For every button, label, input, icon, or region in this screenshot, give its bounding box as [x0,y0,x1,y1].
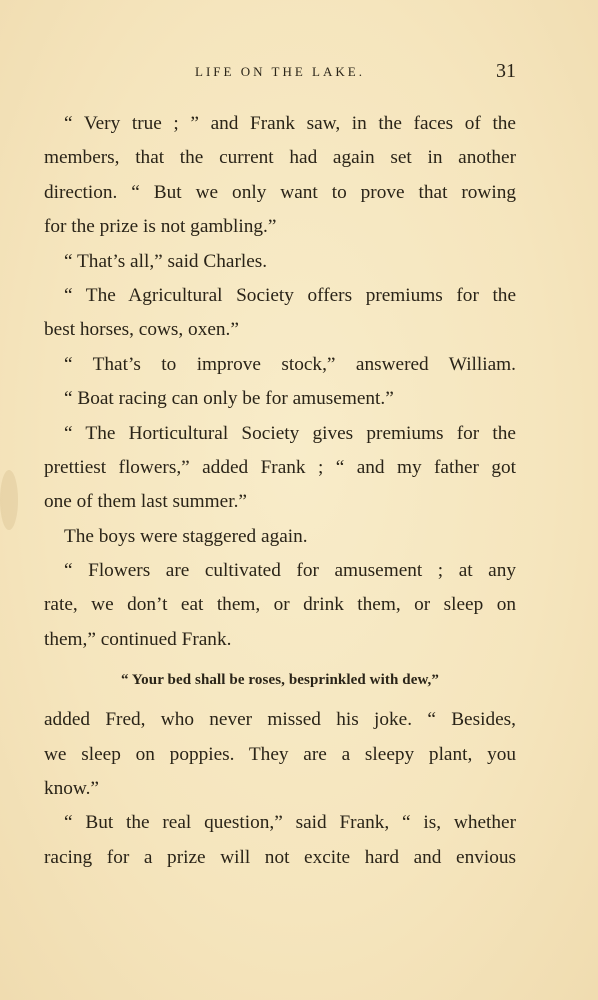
text-line: for the prize is not gambling.” [44,216,277,238]
body-text [44,107,516,875]
text-line: “ That’s to improve stock,” answered William. [64,353,516,375]
running-head: LIFE ON THE LAKE. [195,64,365,79]
text-line: “ Flowers are cultivated for amusement ; at any [64,560,516,582]
text-line: added Fred, who never missed his joke. “ Besides, [44,709,516,731]
text-line: “ But the real question,” said Frank, “ is, whether [64,812,516,834]
text-line: “ The Agricultural Society offers premiums for the [64,284,516,306]
text-line: rate, we don’t eat them, or drink them, or sleep on [44,594,516,616]
text-line: “ Boat racing can only be for amusement.” [64,388,394,410]
text-line: know.” [44,778,99,800]
text-line: best horses, cows, oxen.” [44,319,239,341]
page-header [44,62,516,84]
text-block-after-quote [44,703,516,875]
page-number: 31 [496,60,516,82]
text-block-before-quote [44,107,516,657]
verse-quotation: “ Your bed shall be roses, besprinkled with dew,” [120,672,440,689]
text-line: them,” continued Frank. [44,628,232,650]
text-line: members, that the current had again set in another [44,147,516,169]
text-line: The boys were staggered again. [64,525,308,547]
text-line: direction. “ But we only want to prove that rowing [44,181,516,203]
text-line: “ Very true ; ” and Frank saw, in the faces of the [64,113,516,134]
paper-stain [0,470,18,530]
text-line: racing for a prize will not excite hard and envious [44,846,516,868]
text-line: prettiest flowers,” added Frank ; “ and my father got [44,456,516,478]
text-line: one of them last summer.” [44,491,247,513]
text-line: “ The Horticultural Society gives premiums for the [64,422,516,444]
text-line: “ That’s all,” said Charles. [64,250,268,272]
text-line: we sleep on poppies. They are a sleepy plant, you [44,743,516,765]
